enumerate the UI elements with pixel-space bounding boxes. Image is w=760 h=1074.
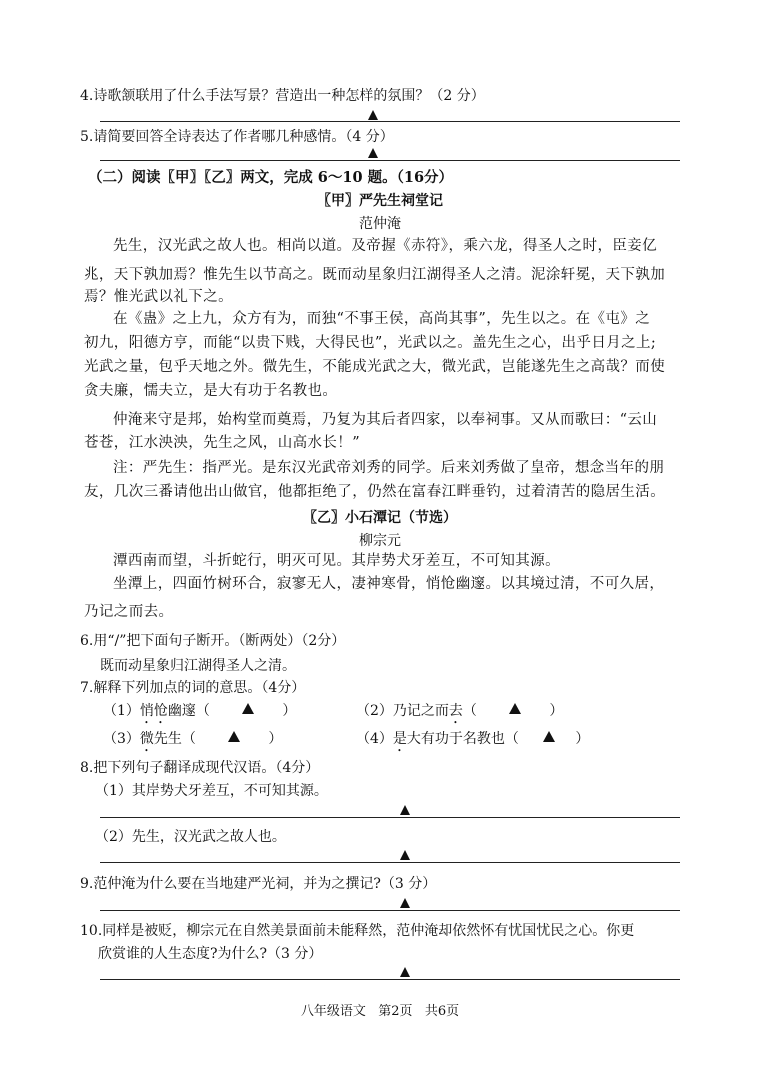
question-6-sentence: 既而动星象归江湖得圣人之清。 xyxy=(100,658,296,674)
page-footer: 八年级语文 第2页 共6页 xyxy=(300,1004,460,1019)
answer-line[interactable] xyxy=(100,817,680,818)
passage-line: 贪夫廉，懦夫立，是大有功于名教也。 xyxy=(84,383,338,399)
passage-line: 仲淹来守是邦，始构堂而奠焉，乃复为其后者四家，以奉祠事。又从而歌曰：“云山 xyxy=(113,412,658,428)
answer-mark-icon xyxy=(509,703,521,714)
passage-line: 苍苍，江水泱泱，先生之风，山高水长！” xyxy=(84,435,361,451)
question-6: 6.用“/”把下面句子断开。（断两处）（2分） xyxy=(80,633,346,649)
q7-item-4: （4）是大有功于名教也（ ） xyxy=(356,731,590,747)
q8-sentence-1: （1）其岸势犬牙差互，不可知其源。 xyxy=(95,783,328,799)
answer-mark-icon xyxy=(242,703,254,714)
passage-line: 初九，阳德方亨，而能“以贵下贱，大得民也”，光武以之。盖先生之心，出乎日月之上; xyxy=(84,335,657,351)
answer-line[interactable] xyxy=(100,160,680,161)
passage-line: 乃记之而去。 xyxy=(84,604,174,620)
passage-yi-title: 〖乙〗小石潭记（节选） xyxy=(303,510,457,526)
question-4: 4.诗歌颔联用了什么手法写景？营造出一种怎样的氛围？（2 分） xyxy=(80,88,485,104)
annotation-line: 友，几次三番请他出山做官，他都拒绝了，仍然在富春江畔垂钓，过着清苦的隐居生活。 xyxy=(84,484,666,500)
q7-item-2: （2）乃记之而去（ ） xyxy=(356,703,564,719)
answer-mark-icon xyxy=(400,805,410,815)
passage-line: 先生，汉光武之故人也。相尚以道。及帝握《赤符》，乘六龙，得圣人之时，臣妾亿 xyxy=(113,238,658,254)
answer-mark-icon xyxy=(400,898,410,908)
answer-line[interactable] xyxy=(100,121,680,122)
passage-line: 兆，天下孰加焉？惟先生以节高之。既而动星象归江湖得圣人之清。泥涂轩冕，天下孰加 xyxy=(84,267,666,283)
question-7: 7.解释下列加点的词的意思。（4分） xyxy=(80,680,306,696)
q7-item-3: （3）微先生（ ） xyxy=(103,731,283,747)
answer-line[interactable] xyxy=(100,862,680,863)
answer-mark-icon xyxy=(543,731,555,742)
passage-jia-author: 范仲淹 xyxy=(359,216,401,232)
passage-yi-author: 柳宗元 xyxy=(359,533,401,549)
passage-jia-title: 〖甲〗严先生祠堂记 xyxy=(317,193,443,209)
passage-line: 潭西南而望，斗折蛇行，明灭可见。其岸势犬牙差互，不可知其源。 xyxy=(113,553,560,569)
section-heading: （二）阅读〖甲〗〖乙〗两文，完成 6～10 题。（16分） xyxy=(88,169,454,186)
answer-mark-icon xyxy=(228,731,240,742)
annotation-line: 注：严先生：指严光。是东汉光武帝刘秀的同学。后来刘秀做了皇帝，想念当年的朋 xyxy=(113,460,665,476)
question-9: 9.范仲淹为什么要在当地建严光祠，并为之撰记?（3 分） xyxy=(80,876,437,892)
question-5: 5.请简要回答全诗表达了作者哪几种感情。（4 分） xyxy=(80,129,394,145)
passage-line: 在《蛊》之上九，众方有为，而独“不事王侯，高尚其事”，先生以之。在《屯》之 xyxy=(113,311,651,327)
answer-line[interactable] xyxy=(100,979,680,980)
q8-sentence-2: （2）先生，汉光武之故人也。 xyxy=(95,829,286,845)
answer-line[interactable] xyxy=(100,910,680,911)
passage-line: 光武之量，包乎天地之外。微先生，不能成光武之大，微光武，岂能遂先生之高哉？而使 xyxy=(84,359,666,375)
passage-line: 坐潭上，四面竹树环合，寂寥无人，凄神寒骨，悄怆幽邃。以其境过清，不可久居， xyxy=(113,576,665,592)
q7-item-1: （1）悄怆幽邃（ ） xyxy=(103,703,297,719)
question-10-cont: 欣赏谁的人生态度?为什么?（3 分） xyxy=(98,946,323,962)
answer-mark-icon xyxy=(368,110,378,120)
answer-mark-icon xyxy=(400,850,410,860)
question-8: 8.把下列句子翻译成现代汉语。（4分） xyxy=(80,760,320,776)
passage-line: 焉？惟光武以礼下之。 xyxy=(84,289,233,305)
question-10: 10.同样是被贬，柳宗元在自然美景面前未能释然，范仲淹却依然怀有忧国忧民之心。你更 xyxy=(80,923,635,939)
answer-mark-icon xyxy=(400,967,410,977)
answer-mark-icon xyxy=(368,148,378,158)
